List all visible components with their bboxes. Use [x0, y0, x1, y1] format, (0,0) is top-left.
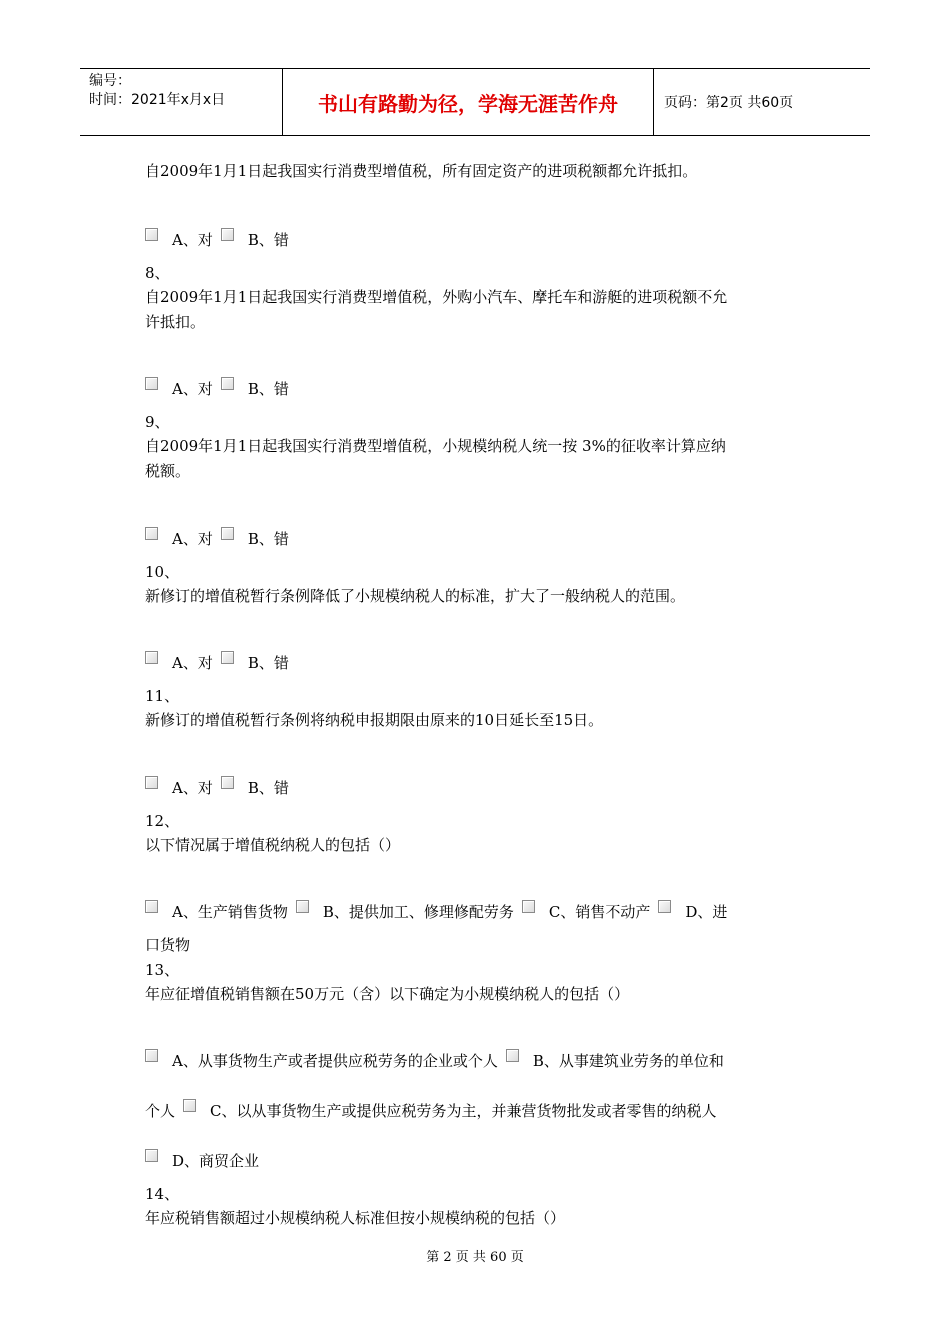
- option-b-label: B、从事建筑业劳务的单位和: [532, 1052, 724, 1070]
- checkbox-d[interactable]: [658, 900, 671, 913]
- header-page-info: 页码：第2页 共60页: [664, 95, 794, 111]
- checkbox-b[interactable]: [221, 776, 234, 789]
- checkbox-a[interactable]: [145, 377, 158, 390]
- checkbox-b[interactable]: [221, 377, 234, 390]
- question-number: 8、: [145, 264, 170, 282]
- option-d-label: D、商贸企业: [172, 1152, 260, 1170]
- option-b-label: B、错: [247, 779, 289, 797]
- option-b-label: B、错: [247, 654, 289, 672]
- question-number: 13、: [145, 961, 180, 979]
- question-number: 12、: [145, 812, 180, 830]
- question-text: 年应税销售额超过小规模纳税人标准但按小规模纳税的包括（）: [145, 1209, 566, 1227]
- question-text-cont: 许抵扣。: [145, 313, 206, 331]
- checkbox-a[interactable]: [145, 1049, 158, 1062]
- option-d-label: D、进: [685, 903, 728, 921]
- option-b-label-cont: 个人: [145, 1102, 176, 1120]
- checkbox-a[interactable]: [145, 900, 158, 913]
- question-number: 14、: [145, 1185, 180, 1203]
- question-text: 年应征增值税销售额在50万元（含）以下确定为小规模纳税人的包括（）: [145, 985, 630, 1003]
- option-c-label: C、以从事货物生产或提供应税劳务为主，并兼营货物批发或者零售的纳税人: [210, 1102, 717, 1120]
- options-row: [145, 1099, 725, 1121]
- options-row: [145, 228, 297, 250]
- checkbox-b[interactable]: [221, 527, 234, 540]
- question-number: 11、: [145, 687, 180, 705]
- header-motto: 书山有路勤为径，学海无涯苦作舟: [282, 69, 654, 135]
- option-c-label: C、销售不动产: [548, 903, 651, 921]
- checkbox-a[interactable]: [145, 527, 158, 540]
- option-b-label: B、提供加工、修理修配劳务: [322, 903, 514, 921]
- option-b-label: B、错: [247, 530, 289, 548]
- option-b-label: B、错: [247, 380, 289, 398]
- checkbox-b[interactable]: [296, 900, 309, 913]
- options-row: [145, 900, 735, 922]
- question-text: 新修订的增值税暂行条例将纳税申报期限由原来的10日延长至15日。: [145, 711, 604, 729]
- checkbox-c[interactable]: [183, 1099, 196, 1112]
- options-row: [145, 377, 297, 399]
- checkbox-a[interactable]: [145, 651, 158, 664]
- checkbox-b[interactable]: [506, 1049, 519, 1062]
- option-b-label: B、错: [247, 231, 289, 249]
- checkbox-c[interactable]: [522, 900, 535, 913]
- options-row: [145, 1149, 267, 1171]
- option-a-label: A、对: [172, 779, 213, 797]
- question-text: 自2009年1月1日起我国实行消费型增值税，小规模纳税人统一按 3%的征收率计算应纳: [145, 437, 726, 455]
- checkbox-a[interactable]: [145, 228, 158, 241]
- question-text: 自2009年1月1日起我国实行消费型增值税，外购小汽车、摩托车和游艇的进项税额不允: [145, 288, 728, 306]
- option-a-label: A、对: [172, 654, 213, 672]
- option-a-label: A、生产销售货物: [172, 903, 288, 921]
- question-number: 10、: [145, 563, 180, 581]
- options-row: [145, 776, 297, 798]
- option-d-label-cont: 口货物: [145, 936, 191, 954]
- number-label: 编号：: [89, 73, 131, 89]
- question-number: 9、: [145, 413, 170, 431]
- question-text: 新修订的增值税暂行条例降低了小规模纳税人的标准，扩大了一般纳税人的范围。: [145, 587, 686, 605]
- checkbox-b[interactable]: [221, 651, 234, 664]
- question-text: 自2009年1月1日起我国实行消费型增值税，所有固定资产的进项税额都允许抵扣。: [145, 162, 698, 180]
- question-text-cont: 税额。: [145, 462, 191, 480]
- options-row: [145, 651, 297, 673]
- time-label: 时间：2021年x月x日: [89, 92, 226, 108]
- option-a-label: A、对: [172, 231, 213, 249]
- checkbox-d[interactable]: [145, 1149, 158, 1162]
- page-footer: 第 2 页 共 60 页: [426, 1250, 524, 1265]
- checkbox-b[interactable]: [221, 228, 234, 241]
- options-row: [145, 1049, 732, 1071]
- checkbox-a[interactable]: [145, 776, 158, 789]
- options-row: [145, 527, 297, 549]
- page-header: [80, 68, 870, 136]
- option-a-label: A、对: [172, 530, 213, 548]
- question-text: 以下情况属于增值税纳税人的包括（）: [145, 836, 401, 854]
- option-a-label: A、从事货物生产或者提供应税劳务的企业或个人: [172, 1052, 498, 1070]
- option-a-label: A、对: [172, 380, 213, 398]
- header-meta: [80, 69, 282, 135]
